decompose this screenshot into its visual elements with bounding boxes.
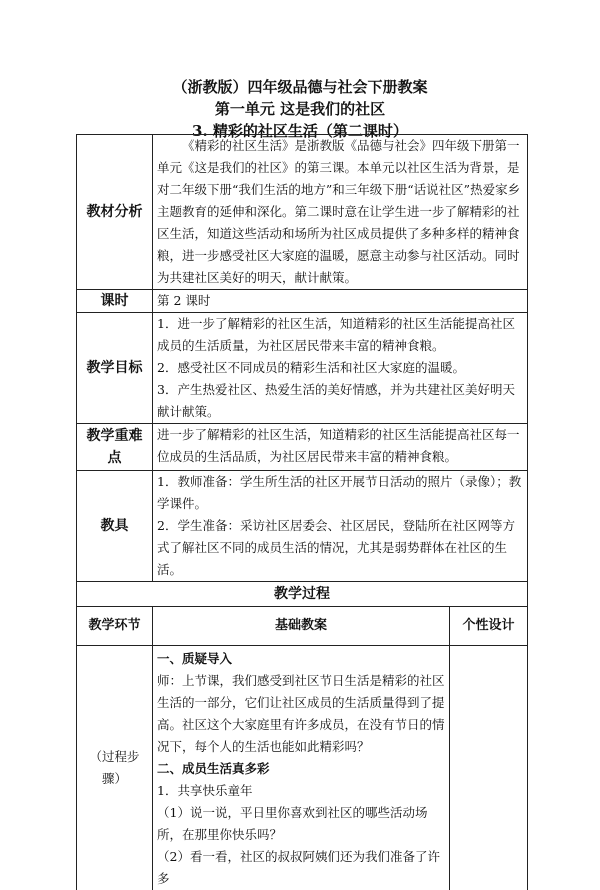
text-material: 《精彩的社区生活》是浙教版《品德与社会》四年级下册第一单元《这是我们的社区》的第三课。本单元以社区生活为背景，是对二年级下册“我们生活的地方”和三年级下册“话说社区”热爱家乡主题教育的延伸和深化。第二课时意在让学生进一步了解精彩的社区生活，知道这些活动和场所为社区成员提供了多种多样的精神食粮，进一步感受社区大家庭的温暖，愿意主动参与社区活动。同时为共建社区美好的明天，献计献策。: [153, 135, 528, 290]
row-goals: [77, 313, 528, 424]
lesson-plan-table: [76, 134, 528, 890]
label-keypoints: 教学重难点: [77, 424, 153, 471]
personal-design-cell: [450, 646, 528, 890]
subitem-3: （2）看一看，社区的叔叔阿姨们还为我们准备了许多: [157, 846, 445, 890]
heading-1: 一、质疑导入: [157, 648, 445, 670]
tool-item: 1．教师准备：学生所生活的社区开展节日活动的照片（录像）；教学课件。: [157, 471, 523, 515]
row-column-headers: [77, 607, 528, 646]
document-header: [0, 76, 600, 142]
row-process: [77, 646, 528, 890]
subitem-2: （1）说一说，平日里你喜欢到社区的哪些活动场所，在那里你快乐吗？: [157, 802, 445, 846]
label-period: 课时: [77, 290, 153, 313]
basic-plan-content: [153, 646, 450, 890]
label-goals: 教学目标: [77, 313, 153, 424]
subitem-1: 1．共享快乐童年: [157, 780, 445, 802]
goal-item: 2．感受社区不同成员的精彩生活和社区大家庭的温暖。: [157, 357, 523, 379]
row-tools: [77, 471, 528, 582]
label-tools: 教具: [77, 471, 153, 582]
col-header-stage: 教学环节: [77, 607, 153, 646]
row-section-title: [77, 582, 528, 607]
section-title: 教学过程: [77, 582, 528, 607]
stage-label: （过程步骤）: [77, 646, 153, 890]
label-material: 教材分析: [77, 135, 153, 290]
row-keypoints: [77, 424, 528, 471]
paragraph-1: 师：上节课，我们感受到社区节日生活是精彩的社区生活的一部分，它们让社区成员的生活质量得到了提高。社区这个大家庭里有许多成员，在没有节日的情况下，每个人的生活也能如此精彩吗？: [157, 670, 445, 758]
title-line-1: （浙教版）四年级品德与社会下册教案: [0, 76, 600, 98]
title-line-3: 3. 精彩的社区生活（第二课时）: [0, 120, 600, 142]
row-material: [77, 135, 528, 290]
row-period: [77, 290, 528, 313]
col-header-personal: 个性设计: [450, 607, 528, 646]
goal-item: 1．进一步了解精彩的社区生活，知道精彩的社区生活能提高社区成员的生活质量，为社区居民带来丰富的精神食粮。: [157, 313, 523, 357]
text-keypoints: 进一步了解精彩的社区生活，知道精彩的社区生活能提高社区每一位成员的生活品质，为社区居民带来丰富的精神食粮。: [153, 424, 528, 471]
heading-2: 二、成员生活真多彩: [157, 758, 445, 780]
tool-item: 2．学生准备：采访社区居委会、社区居民，登陆所在社区网等方式了解社区不同的成员生活的情况，尤其是弱势群体在社区的生活。: [157, 515, 523, 581]
goal-item: 3．产生热爱社区、热爱生活的美好情感，并为共建社区美好明天献计献策。: [157, 379, 523, 423]
col-header-basic: 基础教案: [153, 607, 450, 646]
text-period: 第 2 课时: [153, 290, 528, 313]
goals-list: [153, 313, 528, 424]
title-line-2: 第一单元 这是我们的社区: [0, 98, 600, 120]
tools-list: [153, 471, 528, 582]
